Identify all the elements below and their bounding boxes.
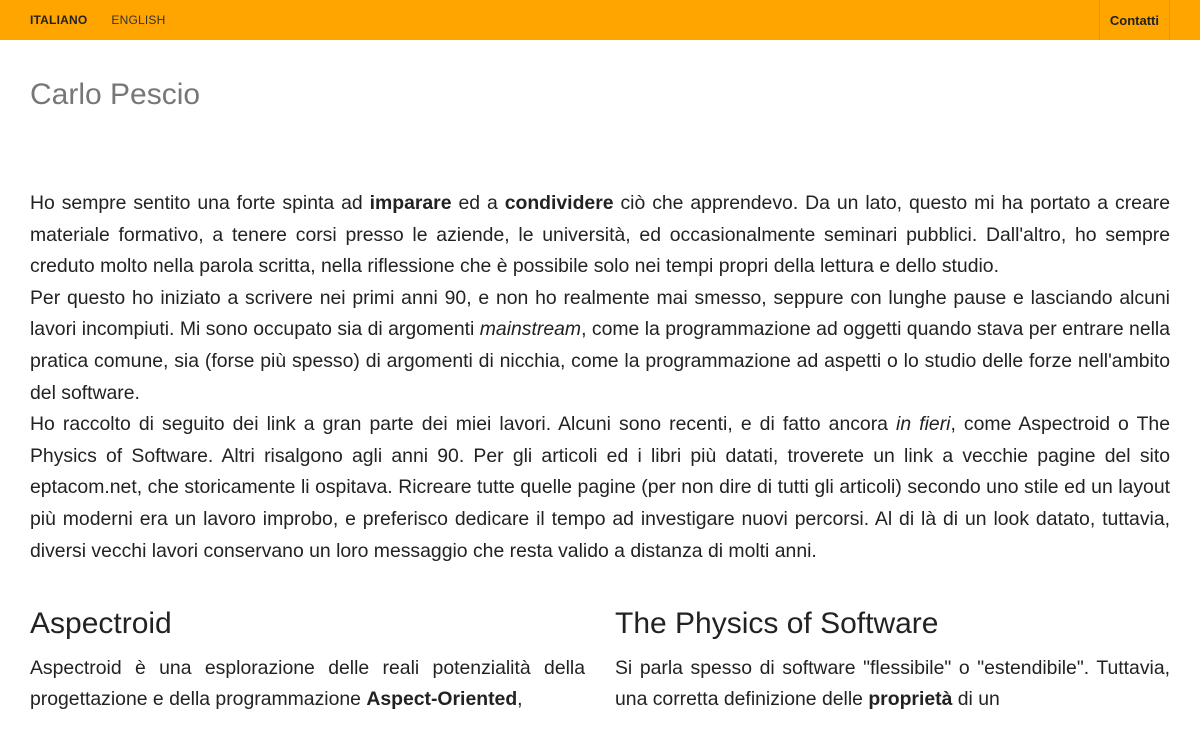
intro-p2-text-1: Per questo ho iniziato a scrivere nei primi anni 90, e non ho realmente mai smesso, seppure con lunghe pause e lasciando alcuni lavori incompiuti. Mi sono occupato sia di argomenti	[30, 286, 1170, 341]
aspectroid-section	[30, 605, 585, 715]
intro-p1-text-3: ciò che apprendevo. Da un lato, questo mi ha portato a creare materiale formativo, a tenere corsi presso le aziende, le università, ed occasionalmente seminari pubblici. Dall'altro, ho sempre creduto molto nella parola scritta, nella riflessione che è possibile solo nei tempi propri della lettura e dello studio.	[30, 192, 1170, 278]
language-nav	[30, 0, 165, 40]
physics-text-1: Si parla spesso di software "flessibile" o "estendibile". Tuttavia, una corretta definizione delle	[615, 657, 1170, 711]
intro-p3-italic-in-fieri: in fieri	[896, 413, 951, 436]
lang-italiano-link[interactable]: ITALIANO	[30, 13, 88, 27]
aspectroid-description	[30, 653, 585, 715]
intro-p1-text-1: Ho sempre sentito una forte spinta ad	[30, 192, 370, 214]
aspectroid-text-2: ,	[517, 688, 523, 711]
page-title: Carlo Pescio	[30, 78, 201, 111]
physics-section	[615, 605, 1170, 715]
physics-heading: The Physics of Software	[615, 607, 939, 641]
contact-link[interactable]: Contatti	[1099, 0, 1170, 40]
intro-p2-italic-mainstream: mainstream	[479, 318, 582, 341]
physics-description	[615, 653, 1170, 715]
sections-columns	[30, 605, 1170, 715]
aspectroid-bold-aop: Aspect-Oriented	[366, 688, 518, 711]
aspectroid-text-1: Aspectroid è una esplorazione delle reali potenzialità della progettazione e della programmazione	[30, 657, 585, 711]
physics-bold-proprieta: proprietà	[868, 688, 953, 711]
intro-paragraph-2	[30, 283, 1170, 409]
intro-text	[30, 188, 1170, 567]
top-navbar	[0, 0, 1200, 40]
intro-p1-bold-imparare: imparare	[369, 192, 452, 214]
physics-text-2: di un	[952, 688, 1000, 711]
intro-paragraph-3	[30, 409, 1170, 567]
main-content	[0, 78, 1200, 715]
intro-p1-text-2: ed a	[451, 192, 505, 214]
intro-p1-bold-condividere: condividere	[504, 192, 614, 214]
aspectroid-heading: Aspectroid	[30, 607, 172, 641]
intro-p2-text-2: , come la programmazione ad oggetti quando stava per entrare nella pratica comune, sia (forse più spesso) di argomenti di nicchia, come la programmazione ad aspetti o lo studio delle forze nell'ambito del software.	[30, 318, 1170, 404]
intro-paragraph-1	[30, 188, 1170, 283]
intro-p3-text-2: , come Aspectroid o The Physics of Software. Altri risalgono agli anni 90. Per gli articoli ed i libri più datati, troverete un link a vecchie pagine del sito eptacom.net, che storicamente li ospitava. Ricreare tutte quelle pagine (per non dire di tutti gli articoli) secondo uno stile ed un layout più moderni era un lavoro improbo, e preferisco dedicare il tempo ad investigare nuovi percorsi. Al di là di un look datato, tuttavia, diversi vecchi lavori conservano un loro messaggio che resta valido a distanza di molti anni.	[30, 413, 1170, 562]
intro-p3-text-1: Ho raccolto di seguito dei link a gran parte dei miei lavori. Alcuni sono recenti, e di fatto ancora	[30, 413, 897, 436]
lang-english-link[interactable]: ENGLISH	[111, 13, 166, 27]
